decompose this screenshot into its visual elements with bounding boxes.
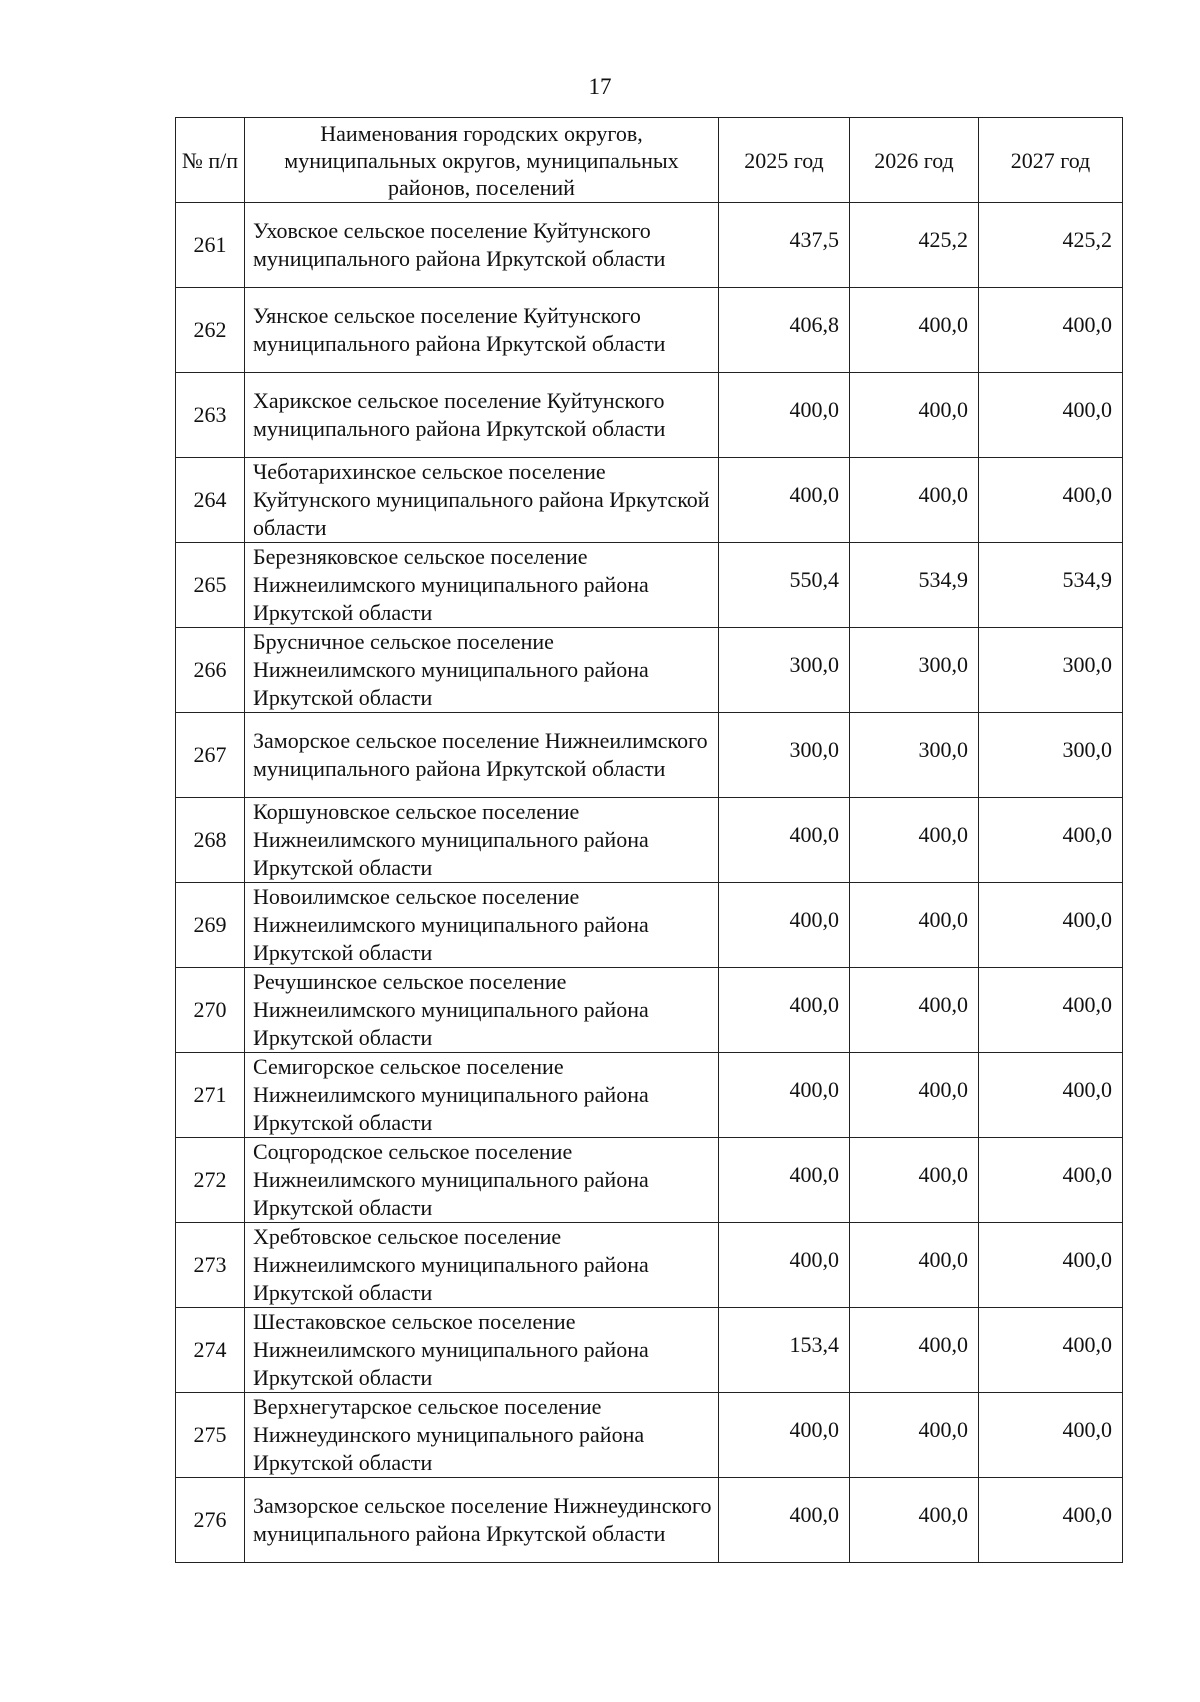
value-2027 — [979, 458, 1123, 543]
table-row — [176, 798, 1123, 883]
table-row — [176, 628, 1123, 713]
value-2025 — [719, 713, 850, 798]
value-2026 — [850, 288, 979, 373]
value-2025 — [719, 883, 850, 968]
value-2026 — [850, 543, 979, 628]
value-2027-text: 400,0 — [1062, 482, 1112, 507]
settlement-name: Коршуновское сельское поселение Нижнеилимского муниципального района Иркутской области — [245, 798, 719, 883]
table-row — [176, 1223, 1123, 1308]
value-2027 — [979, 883, 1123, 968]
settlement-name: Речушинское сельское поселение Нижнеилимского муниципального района Иркутской области — [245, 968, 719, 1053]
settlement-name: Верхнегутарское сельское поселение Нижнеудинского муниципального района Иркутской области — [245, 1393, 719, 1478]
value-2025 — [719, 373, 850, 458]
value-2027-text: 534,9 — [1062, 567, 1112, 592]
value-2026 — [850, 1138, 979, 1223]
value-2025 — [719, 798, 850, 883]
value-2027 — [979, 1053, 1123, 1138]
value-2027 — [979, 1478, 1123, 1563]
value-2026-text: 400,0 — [918, 907, 968, 932]
value-2026 — [850, 1478, 979, 1563]
row-number: 274 — [176, 1308, 245, 1393]
value-2027-text: 300,0 — [1062, 737, 1112, 762]
value-2025-text: 400,0 — [789, 907, 839, 932]
funding-table — [175, 117, 1123, 1563]
value-2025 — [719, 458, 850, 543]
header-2026: 2026 год — [850, 118, 979, 203]
value-2026-text: 400,0 — [918, 1162, 968, 1187]
value-2026 — [850, 798, 979, 883]
settlement-name: Семигорское сельское поселение Нижнеилимского муниципального района Иркутской области — [245, 1053, 719, 1138]
value-2027-text: 400,0 — [1062, 1077, 1112, 1102]
value-2026 — [850, 373, 979, 458]
value-2027 — [979, 628, 1123, 713]
value-2026-text: 400,0 — [918, 397, 968, 422]
value-2027-text: 400,0 — [1062, 1417, 1112, 1442]
value-2025 — [719, 968, 850, 1053]
value-2026-text: 400,0 — [918, 1502, 968, 1527]
value-2026-text: 534,9 — [918, 567, 968, 592]
value-2026 — [850, 203, 979, 288]
row-number: 269 — [176, 883, 245, 968]
settlement-name: Харикское сельское поселение Куйтунского муниципального района Иркутской области — [245, 373, 719, 458]
value-2025 — [719, 288, 850, 373]
value-2027 — [979, 798, 1123, 883]
header-2025: 2025 год — [719, 118, 850, 203]
header-number: № п/п — [176, 118, 245, 203]
value-2026-text: 400,0 — [918, 1417, 968, 1442]
value-2025-text: 400,0 — [789, 822, 839, 847]
row-number: 268 — [176, 798, 245, 883]
value-2027-text: 400,0 — [1062, 992, 1112, 1017]
value-2026-text: 300,0 — [918, 652, 968, 677]
row-number: 276 — [176, 1478, 245, 1563]
table-row — [176, 1053, 1123, 1138]
settlement-name: Березняковское сельское поселение Нижнеилимского муниципального района Иркутской области — [245, 543, 719, 628]
value-2025-text: 400,0 — [789, 1077, 839, 1102]
value-2027-text: 400,0 — [1062, 1162, 1112, 1187]
table-row — [176, 883, 1123, 968]
value-2025-text: 400,0 — [789, 992, 839, 1017]
settlement-name: Чеботарихинское сельское поселение Куйтунского муниципального района Иркутской области — [245, 458, 719, 543]
settlement-name: Замзорское сельское поселение Нижнеудинского муниципального района Иркутской области — [245, 1478, 719, 1563]
value-2025-text: 400,0 — [789, 1502, 839, 1527]
row-number: 275 — [176, 1393, 245, 1478]
table-row — [176, 458, 1123, 543]
table-row — [176, 373, 1123, 458]
value-2026 — [850, 1223, 979, 1308]
value-2025-text: 400,0 — [789, 1162, 839, 1187]
table-row — [176, 1308, 1123, 1393]
value-2027 — [979, 1393, 1123, 1478]
row-number: 264 — [176, 458, 245, 543]
value-2027 — [979, 203, 1123, 288]
value-2027-text: 400,0 — [1062, 822, 1112, 847]
value-2027 — [979, 543, 1123, 628]
value-2027 — [979, 713, 1123, 798]
settlement-name: Уянское сельское поселение Куйтунского муниципального района Иркутской области — [245, 288, 719, 373]
row-number: 272 — [176, 1138, 245, 1223]
value-2027-text: 300,0 — [1062, 652, 1112, 677]
value-2025-text: 300,0 — [789, 737, 839, 762]
value-2025-text: 406,8 — [789, 312, 839, 337]
row-number: 261 — [176, 203, 245, 288]
page-number: 17 — [588, 74, 612, 99]
table-row — [176, 203, 1123, 288]
value-2025-text: 400,0 — [789, 1247, 839, 1272]
table-row — [176, 713, 1123, 798]
value-2026 — [850, 458, 979, 543]
value-2026-text: 400,0 — [918, 992, 968, 1017]
value-2025-text: 400,0 — [789, 1417, 839, 1442]
table-body — [176, 203, 1123, 1563]
value-2025-text: 153,4 — [789, 1332, 839, 1357]
value-2026-text: 400,0 — [918, 1332, 968, 1357]
value-2026-text: 400,0 — [918, 1247, 968, 1272]
row-number: 266 — [176, 628, 245, 713]
row-number: 271 — [176, 1053, 245, 1138]
header-2027: 2027 год — [979, 118, 1123, 203]
row-number: 263 — [176, 373, 245, 458]
value-2025-text: 550,4 — [789, 567, 839, 592]
value-2025-text: 300,0 — [789, 652, 839, 677]
value-2025 — [719, 543, 850, 628]
row-number: 270 — [176, 968, 245, 1053]
value-2027-text: 400,0 — [1062, 1247, 1112, 1272]
value-2025 — [719, 1308, 850, 1393]
value-2025 — [719, 1223, 850, 1308]
value-2027 — [979, 968, 1123, 1053]
value-2025 — [719, 1053, 850, 1138]
table-row — [176, 1478, 1123, 1563]
value-2026 — [850, 883, 979, 968]
value-2025 — [719, 1478, 850, 1563]
row-number: 273 — [176, 1223, 245, 1308]
value-2027-text: 400,0 — [1062, 1502, 1112, 1527]
settlement-name: Новоилимское сельское поселение Нижнеилимского муниципального района Иркутской области — [245, 883, 719, 968]
value-2026 — [850, 968, 979, 1053]
value-2026 — [850, 1393, 979, 1478]
value-2026 — [850, 628, 979, 713]
value-2026 — [850, 1053, 979, 1138]
header-name: Наименования городских округов, муниципальных округов, муниципальных районов, поселений — [245, 118, 719, 203]
value-2026-text: 300,0 — [918, 737, 968, 762]
value-2027 — [979, 373, 1123, 458]
value-2025 — [719, 628, 850, 713]
table-header-row — [176, 118, 1123, 203]
value-2025-text: 400,0 — [789, 482, 839, 507]
value-2025-text: 400,0 — [789, 397, 839, 422]
settlement-name: Хребтовское сельское поселение Нижнеилимского муниципального района Иркутской области — [245, 1223, 719, 1308]
table-row — [176, 1393, 1123, 1478]
settlement-name: Шестаковское сельское поселение Нижнеилимского муниципального района Иркутской области — [245, 1308, 719, 1393]
value-2027-text: 400,0 — [1062, 907, 1112, 932]
value-2027 — [979, 288, 1123, 373]
settlement-name: Уховское сельское поселение Куйтунского муниципального района Иркутской области — [245, 203, 719, 288]
row-number: 262 — [176, 288, 245, 373]
value-2026 — [850, 713, 979, 798]
table-row — [176, 543, 1123, 628]
value-2026 — [850, 1308, 979, 1393]
settlement-name: Заморское сельское поселение Нижнеилимского муниципального района Иркутской области — [245, 713, 719, 798]
table-row — [176, 1138, 1123, 1223]
value-2027 — [979, 1308, 1123, 1393]
value-2027-text: 400,0 — [1062, 312, 1112, 337]
value-2026-text: 400,0 — [918, 822, 968, 847]
value-2027-text: 425,2 — [1062, 227, 1112, 252]
value-2026-text: 400,0 — [918, 1077, 968, 1102]
value-2026-text: 400,0 — [918, 312, 968, 337]
value-2025-text: 437,5 — [789, 227, 839, 252]
value-2025 — [719, 1138, 850, 1223]
table-row — [176, 968, 1123, 1053]
table-row — [176, 288, 1123, 373]
value-2025 — [719, 1393, 850, 1478]
value-2027 — [979, 1223, 1123, 1308]
value-2027-text: 400,0 — [1062, 397, 1112, 422]
row-number: 267 — [176, 713, 245, 798]
row-number: 265 — [176, 543, 245, 628]
value-2025 — [719, 203, 850, 288]
value-2026-text: 400,0 — [918, 482, 968, 507]
value-2027 — [979, 1138, 1123, 1223]
settlement-name: Соцгородское сельское поселение Нижнеилимского муниципального района Иркутской области — [245, 1138, 719, 1223]
value-2027-text: 400,0 — [1062, 1332, 1112, 1357]
settlement-name: Брусничное сельское поселение Нижнеилимского муниципального района Иркутской области — [245, 628, 719, 713]
value-2026-text: 425,2 — [918, 227, 968, 252]
